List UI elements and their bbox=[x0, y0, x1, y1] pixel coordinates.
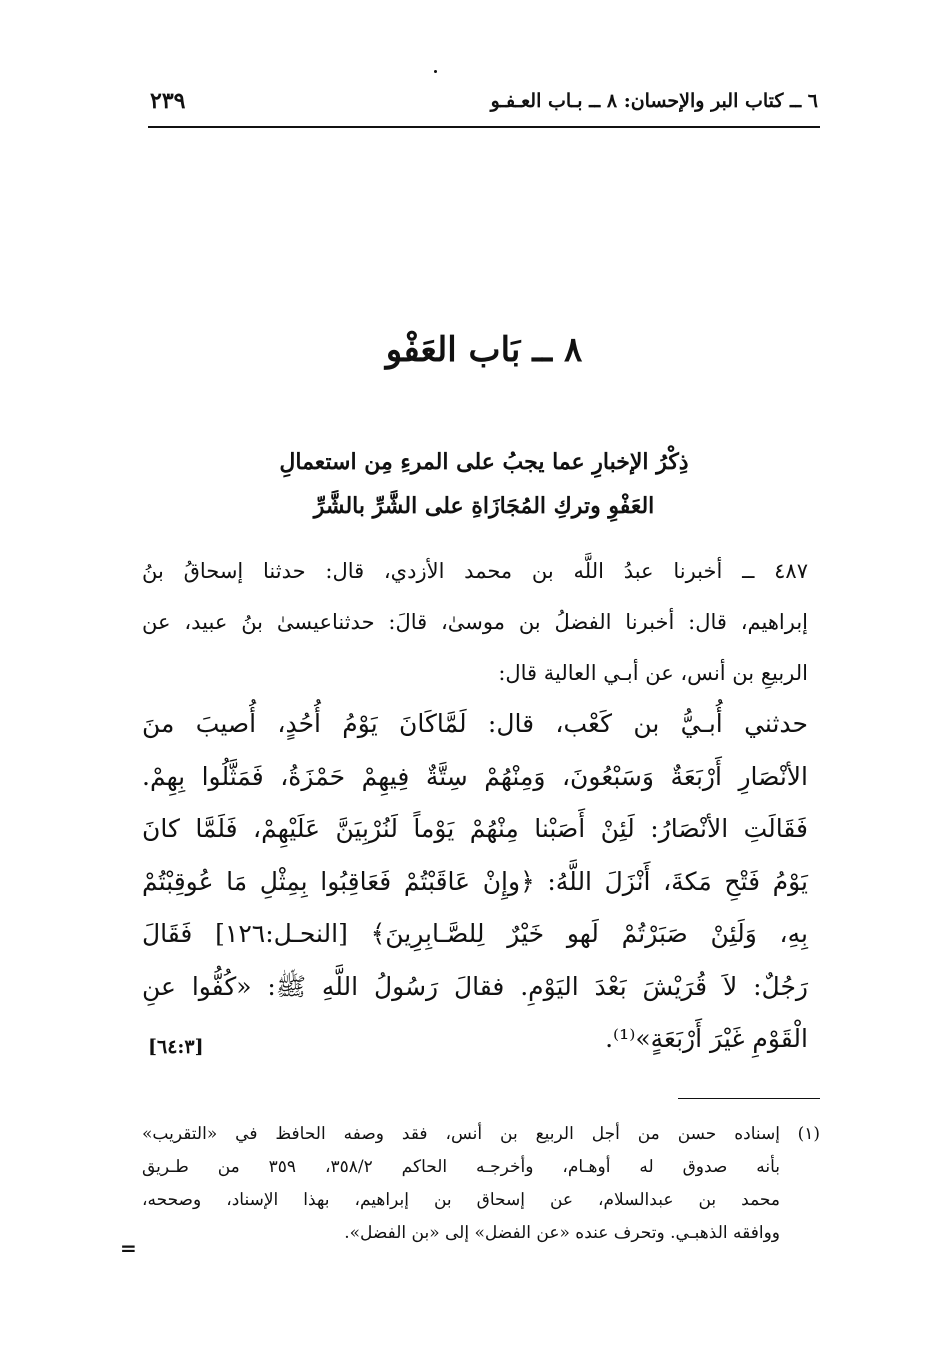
footnote-number: (١) bbox=[797, 1124, 820, 1144]
footnotes bbox=[142, 1118, 820, 1250]
continuation-mark: = bbox=[120, 1236, 137, 1260]
footnote-line: إسناده حسن من أجل الربيع بن أنس، فقد وصفه الحافظ في «التقريب» bbox=[142, 1124, 780, 1144]
footnote-line: محمد بن عبدالسلام، عن إسحاق بن إبراهيم، بهذا الإسناد، وصححه، bbox=[142, 1190, 780, 1210]
footnote-rule bbox=[678, 1098, 820, 1099]
source-reference: [٦٤:٣] bbox=[148, 1036, 204, 1058]
isnad-line: الربيعِ بن أنس، عن أبـي العالية قال: bbox=[498, 661, 808, 685]
isnad-line: إبراهيم، قال: أخبرنا الفضلُ بن موسىٰ، قالَ: حدثناعيسىٰ بنُ عبيد، عن bbox=[142, 610, 808, 634]
running-header bbox=[150, 86, 818, 122]
ink-dot bbox=[434, 70, 437, 73]
matn-line: الْقَوْمِ غَيْرَ أَرْبَعَةٍ»⁽¹⁾. bbox=[605, 1024, 808, 1053]
section-heading bbox=[148, 440, 820, 528]
matn-line: حدثني أُبـيُّ بن كَعْب، قال: لَمَّاكَانَ يَوْمُ أُحُدٍ، أُصيبَ منَ bbox=[142, 709, 808, 738]
footnote-line: بأنه صدوق له أوهـام، وأخرجـه الحاكم ٣٥٨/٢، ٣٥٩ من طـريق bbox=[142, 1157, 780, 1177]
matn-line: رَجُلٌ: لاَ قُرَيْشَ بَعْدَ اليَوْمِ. فقالَ رَسُولُ اللَّهِ ﷺ: «كُفُّوا عنِ bbox=[142, 971, 808, 1001]
running-title: ٦ ــ كتاب البر والإحسان: ٨ ــ بـاب العـفـو bbox=[490, 90, 818, 112]
section-heading-line: ذِكْرُ الإخبارِ عما يجبُ على المرءِ مِن استعمالِ bbox=[279, 449, 689, 475]
matn-line: فَقَالَتِ الأنْصَارُ: لَئِنْ أَصَبْنا مِنْهُمْ يَوْماً لَنُرْبِيَنَّ عَلَيْهِمْ، فَلَمَّا كانَ bbox=[142, 814, 808, 843]
matn-line: الأنْصَارِ أَرْبَعَةٌ وَسَبْعُونَ، وَمِنْهُمْ سِتَّةٌ فِيهِمْ حَمْزَةُ، فَمَثَّلُوا بِهِمْ. bbox=[142, 761, 808, 791]
isnad-line: ٤٨٧ ــ أخبرنا عبدُ اللَّه بن محمد الأزدي، قال: حدثنا إسحاقُ بنُ bbox=[142, 559, 808, 583]
matn-paragraph bbox=[142, 698, 808, 1066]
chapter-title: ٨ ــ بَاب العَفْو bbox=[385, 330, 583, 370]
footnote-line: ووافقه الذهبـي. وتحرف عنده «عن الفضل» إلى «بن الفضل». bbox=[344, 1223, 780, 1243]
header-rule bbox=[148, 126, 820, 128]
section-heading-line: العَفْوِ وتركِ المُجَازَاةِ على الشَّرِّ بالشَّرِّ bbox=[313, 493, 655, 519]
page-number: ٢٣٩ bbox=[150, 88, 186, 114]
isnad-paragraph bbox=[142, 546, 808, 699]
matn-line: يَوْمُ فَتْحِ مَكةَ، أَنْزَلَ اللَّهُ: ﴿وإِنْ عَاقَبْتُمْ فَعَاقِبُوا بِمِثْلِ مَا عُوقِبْتُمْ bbox=[142, 866, 808, 896]
matn-line: بِهِ، وَلَئِنْ صَبَرْتُمْ لَهو خَيْرٌ لِلصَّـابِرِينَ﴾ [النحـل:١٢٦] فَقَالَ bbox=[142, 919, 808, 948]
